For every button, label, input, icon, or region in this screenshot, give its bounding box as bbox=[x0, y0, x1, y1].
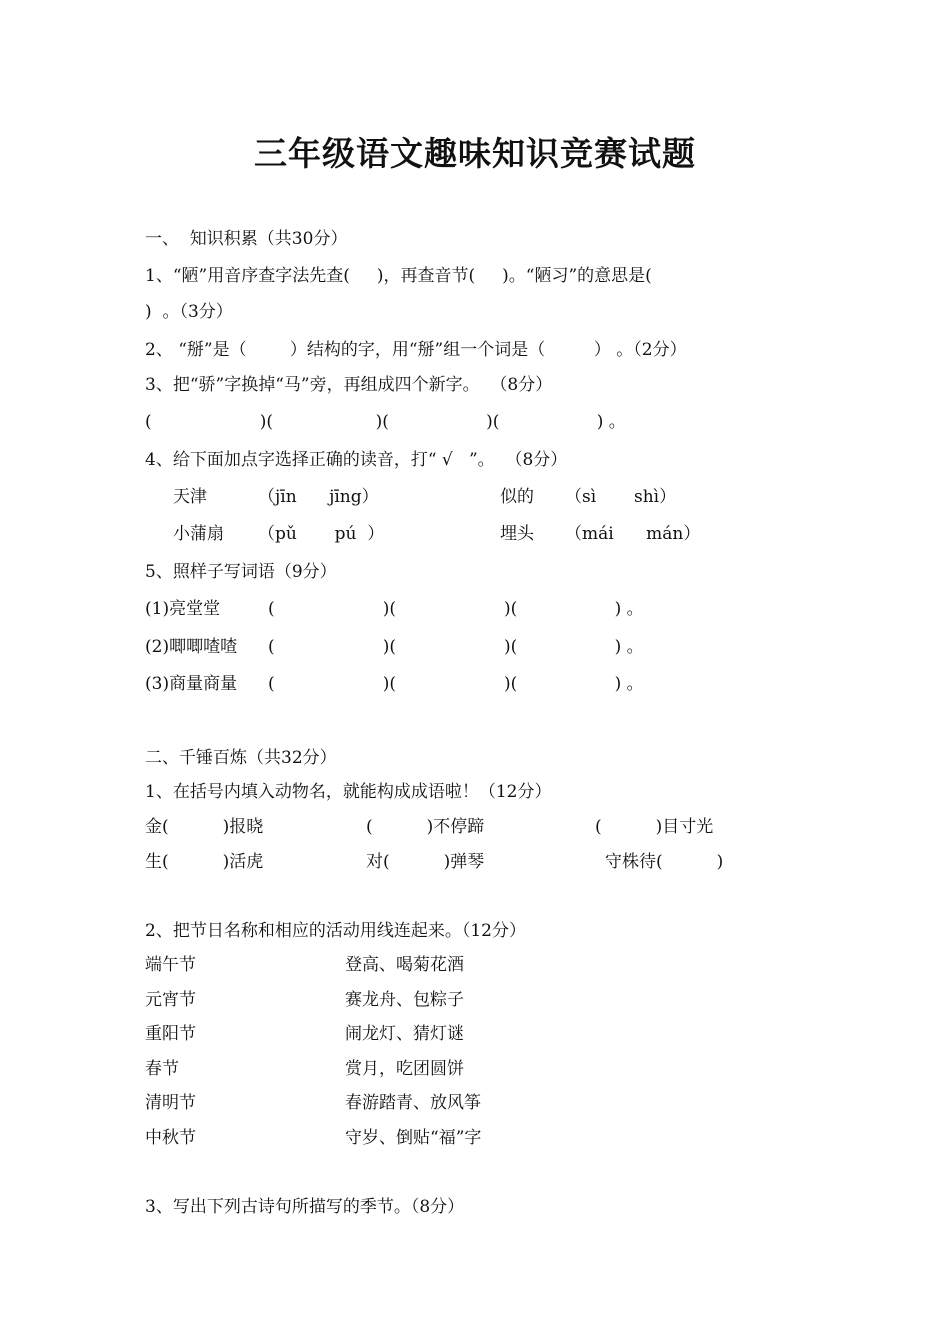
q5-row2-blanks: ( )( )( ) 。 bbox=[268, 637, 644, 657]
section1-heading: 一、 知识积累（共30分） bbox=[145, 229, 348, 249]
q2-line: 2、 “掰”是（ ）结构的字，用“掰”组一个词是（ ） 。（2分） bbox=[145, 340, 687, 360]
s2-q1-line1: 1、在括号内填入动物名，就能构成成语啦！（12分） bbox=[145, 782, 552, 802]
q5-row2-label: (2)唧唧喳喳 bbox=[145, 637, 238, 657]
q3-blanks: ( )( )( )( ) 。 bbox=[145, 412, 626, 432]
s2-q2-line1: 2、把节日名称和相应的活动用线连起来。（12分） bbox=[145, 921, 526, 941]
activity-4: 赏月，吃团圆饼 bbox=[345, 1059, 464, 1079]
q4-row1-right-word: 似的 bbox=[500, 487, 534, 507]
idiom-4: 生( )活虎 bbox=[145, 852, 264, 872]
q4-row1-right-options: （sì shì） bbox=[565, 487, 677, 507]
q4-line1: 4、给下面加点字选择正确的读音，打“ √ ”。 （8分） bbox=[145, 450, 568, 470]
activity-5: 春游踏青、放风筝 bbox=[345, 1093, 481, 1113]
q4-row2-left-options: （pǔ pú ） bbox=[258, 524, 385, 544]
q3-line1: 3、把“骄”字换掉“马”旁，再组成四个新字。 （8分） bbox=[145, 375, 553, 395]
idiom-3: ( )目寸光 bbox=[595, 817, 714, 837]
festival-3: 重阳节 bbox=[145, 1024, 196, 1044]
activity-6: 守岁、倒贴“福”字 bbox=[345, 1128, 482, 1148]
q4-row2-right-options: （mái mán） bbox=[565, 524, 701, 544]
q5-row3-blanks: ( )( )( ) 。 bbox=[268, 674, 644, 694]
q1-line1: 1、“陋”用音序查字法先查( )，再查音节( )。“陋习”的意思是( bbox=[145, 266, 652, 286]
idiom-6: 守株待( ) bbox=[605, 852, 724, 872]
q4-row1-left-word: 天津 bbox=[173, 487, 207, 507]
activity-3: 闹龙灯、猜灯谜 bbox=[345, 1024, 464, 1044]
q5-line1: 5、照样子写词语（9分） bbox=[145, 562, 337, 582]
q4-row2-left-word: 小蒲扇 bbox=[173, 524, 224, 544]
s2-q3-line1: 3、写出下列古诗句所描写的季节。（8分） bbox=[145, 1197, 465, 1217]
page-title: 三年级语文趣味知识竞赛试题 bbox=[254, 134, 696, 173]
q4-row1-left-options: （jīn jīng） bbox=[258, 487, 379, 507]
q4-row2-right-word: 埋头 bbox=[500, 524, 534, 544]
festival-6: 中秋节 bbox=[145, 1128, 196, 1148]
section2-heading: 二、千锤百炼（共32分） bbox=[145, 748, 337, 768]
idiom-1: 金( )报晓 bbox=[145, 817, 264, 837]
idiom-2: ( )不停蹄 bbox=[366, 817, 485, 837]
festival-5: 清明节 bbox=[145, 1093, 196, 1113]
q1-line2: ) 。（3分） bbox=[145, 302, 233, 322]
activity-2: 赛龙舟、包粽子 bbox=[345, 990, 464, 1010]
q5-row3-label: (3)商量商量 bbox=[145, 674, 238, 694]
activity-1: 登高、喝菊花酒 bbox=[345, 955, 464, 975]
festival-1: 端午节 bbox=[145, 955, 196, 975]
festival-2: 元宵节 bbox=[145, 990, 196, 1010]
festival-4: 春节 bbox=[145, 1059, 179, 1079]
q5-row1-blanks: ( )( )( ) 。 bbox=[268, 599, 644, 619]
q5-row1-label: (1)亮堂堂 bbox=[145, 599, 221, 619]
idiom-5: 对( )弹琴 bbox=[366, 852, 485, 872]
